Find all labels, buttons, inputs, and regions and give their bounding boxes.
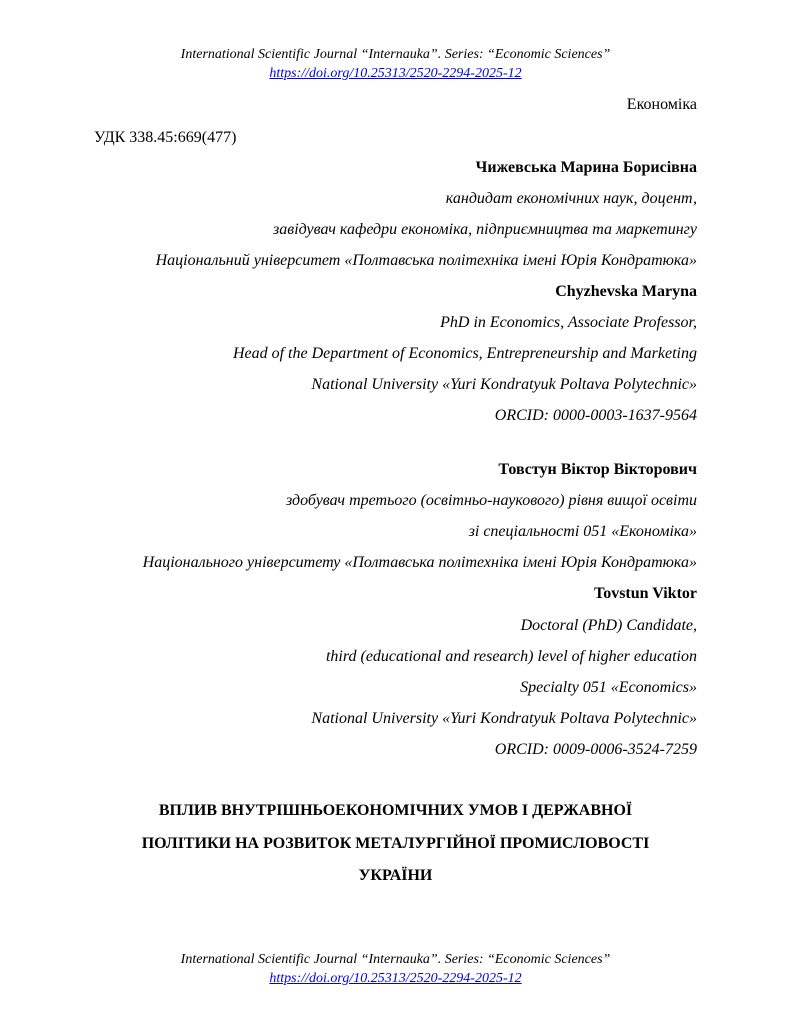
author1-degree-ua: кандидат економічних наук, доцент,: [445, 190, 697, 207]
author1-degree-en: PhD in Economics, Associate Professor,: [440, 314, 697, 331]
running-footer-doi-row: [0, 971, 791, 987]
udk-code: УДК 338.45:669(477): [94, 129, 237, 146]
author2-specialty-ua: зі спеціальності 051 «Економіка»: [468, 523, 697, 540]
author1-name-ua: Чижевська Марина Борисівна: [475, 159, 697, 176]
running-header-doi-row: [0, 66, 791, 82]
article-title-line-2: ПОЛІТИКИ НА РОЗВИТОК МЕТАЛУРГІЙНОЇ ПРОМИСЛОВОСТІ: [141, 835, 650, 852]
article-title-line-1: ВПЛИВ ВНУТРІШНЬОЕКОНОМІЧНИХ УМОВ І ДЕРЖАВНОЇ: [158, 802, 633, 819]
author2-level-en: third (educational and research) level of higher education: [325, 648, 697, 665]
author1-position-ua: завідувач кафедри економіка, підприємництва та маркетингу: [273, 221, 697, 238]
author2-status-ua: здобувач третього (освітньо-наукового) рівня вищої освіти: [285, 492, 697, 509]
author1-university-en: National University «Yuri Kondratyuk Poltava Polytechnic»: [311, 376, 697, 393]
section-label: Економіка: [626, 96, 697, 113]
running-header-journal: International Scientific Journal “Internauka”. Series: “Economic Sciences”: [180, 47, 611, 62]
footer-doi-link[interactable]: https://doi.org/10.25313/2520-2294-2025-12: [269, 971, 522, 986]
author1-name-en: Chyzhevska Maryna: [555, 283, 697, 300]
author2-status-en: Doctoral (PhD) Candidate,: [520, 617, 697, 634]
author1-university-ua: Національний університет «Полтавська політехніка імені Юрія Кондратюка»: [155, 252, 697, 269]
author2-name-ua: Товстун Віктор Вікторович: [498, 461, 697, 478]
running-footer-journal: International Scientific Journal “Internauka”. Series: “Economic Sciences”: [180, 952, 611, 967]
author2-university-ua: Національного університету «Полтавська політехніка імені Юрія Кондратюка»: [142, 554, 697, 571]
author2-university-en: National University «Yuri Kondratyuk Poltava Polytechnic»: [311, 710, 697, 727]
author2-specialty-en: Specialty 051 «Economics»: [520, 679, 697, 696]
article-title-line-3: УКРАЇНИ: [358, 867, 433, 884]
author1-orcid: ORCID: 0000-0003-1637-9564: [494, 407, 697, 424]
header-doi-link[interactable]: https://doi.org/10.25313/2520-2294-2025-12: [269, 66, 522, 81]
author2-orcid: ORCID: 0009-0006-3524-7259: [494, 741, 697, 758]
author2-name-en: Tovstun Viktor: [594, 585, 697, 602]
author1-position-en: Head of the Department of Economics, Entrepreneurship and Marketing: [232, 345, 697, 362]
